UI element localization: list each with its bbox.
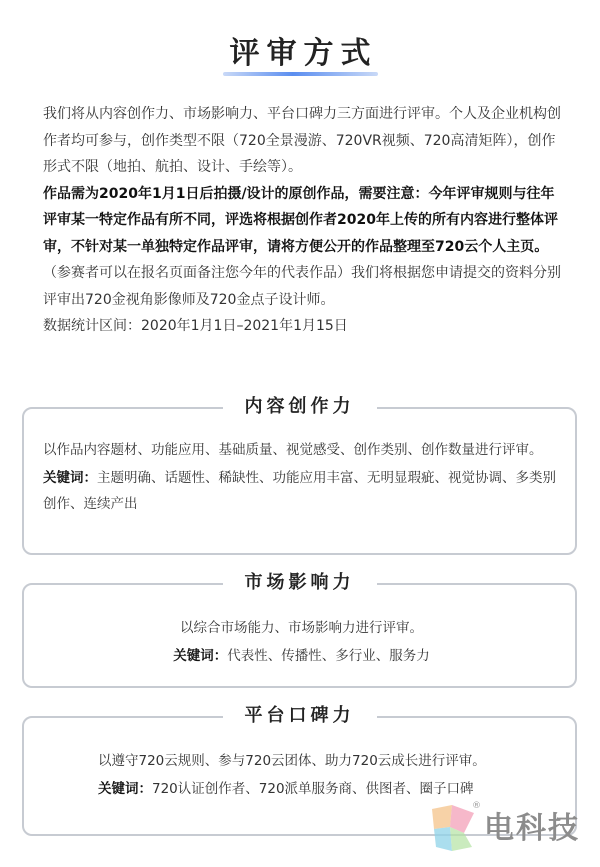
intro-rules-bold: 作品需为2020年1月1日后拍摄/设计的原创作品，需要注意：今年评审规则与往年评审某一特定作品有所不同，评选将根据创作者2020年上传的所有内容进行整体评审，不针对某一单独特定作品评审，请将方便公开的作品整理至720云个人主页。 — [43, 185, 558, 255]
intro-section — [43, 101, 563, 340]
keywords-text: 代表性、传播性、多行业、服务力 — [227, 647, 430, 664]
card-title: 平台口碑力 — [223, 701, 377, 731]
card-keywords — [24, 643, 579, 670]
card-market-influence — [22, 572, 577, 688]
intro-rules-normal: （参赛者可以在报名页面备注您今年的代表作品）我们将根据您申请提交的资料分别评审出720金视角影像师及720金点子设计师。 — [43, 265, 561, 308]
page-title — [223, 34, 378, 74]
card-description: 以遵守720云规则、参与720云团体、助力720云成长进行评审。 — [98, 753, 486, 769]
keywords-label: 关键词： — [98, 780, 152, 797]
card-body — [43, 437, 563, 518]
card-title: 市场影响力 — [223, 568, 377, 598]
watermark-registered-mark: ® — [472, 801, 481, 811]
page-header — [0, 34, 600, 74]
card-content-creativity — [22, 396, 577, 555]
card-description: 以综合市场能力、市场影响力进行评审。 — [180, 620, 423, 636]
watermark — [428, 801, 598, 857]
card-description: 以作品内容题材、功能应用、基础质量、视觉感受、创作类别、创作数量进行评审。 — [43, 442, 543, 458]
card-keywords — [98, 776, 518, 803]
keywords-text: 720认证创作者、720派单服务商、供图者、圈子口碑 — [152, 780, 474, 797]
watermark-text: 电科技 — [484, 811, 580, 846]
keywords-label: 关键词： — [173, 647, 228, 664]
card-title: 内容创作力 — [223, 392, 377, 422]
card-body — [24, 615, 579, 669]
intro-paragraph-scope: 我们将从内容创作力、市场影响力、平台口碑力三方面进行评审。个人及企业机构创作者均可参与，创作类型不限（720全景漫游、720VR视频、720高清矩阵），创作形式不限（地拍、航拍、设计、手绘等）。 — [43, 106, 561, 175]
watermark-logo-icon — [428, 803, 478, 855]
keywords-text: 主题明确、话题性、稀缺性、功能应用丰富、无明显瑕疵、视觉协调、多类别创作、连续产出 — [43, 469, 556, 512]
keywords-label: 关键词： — [43, 469, 97, 486]
title-underline — [223, 72, 378, 76]
page-title-text: 评审方式 — [229, 36, 378, 71]
card-keywords — [43, 465, 563, 518]
intro-paragraph-rules — [43, 181, 563, 314]
card-body — [98, 748, 518, 802]
intro-data-period: 数据统计区间：2020年1月1日–2021年1月15日 — [43, 318, 348, 334]
